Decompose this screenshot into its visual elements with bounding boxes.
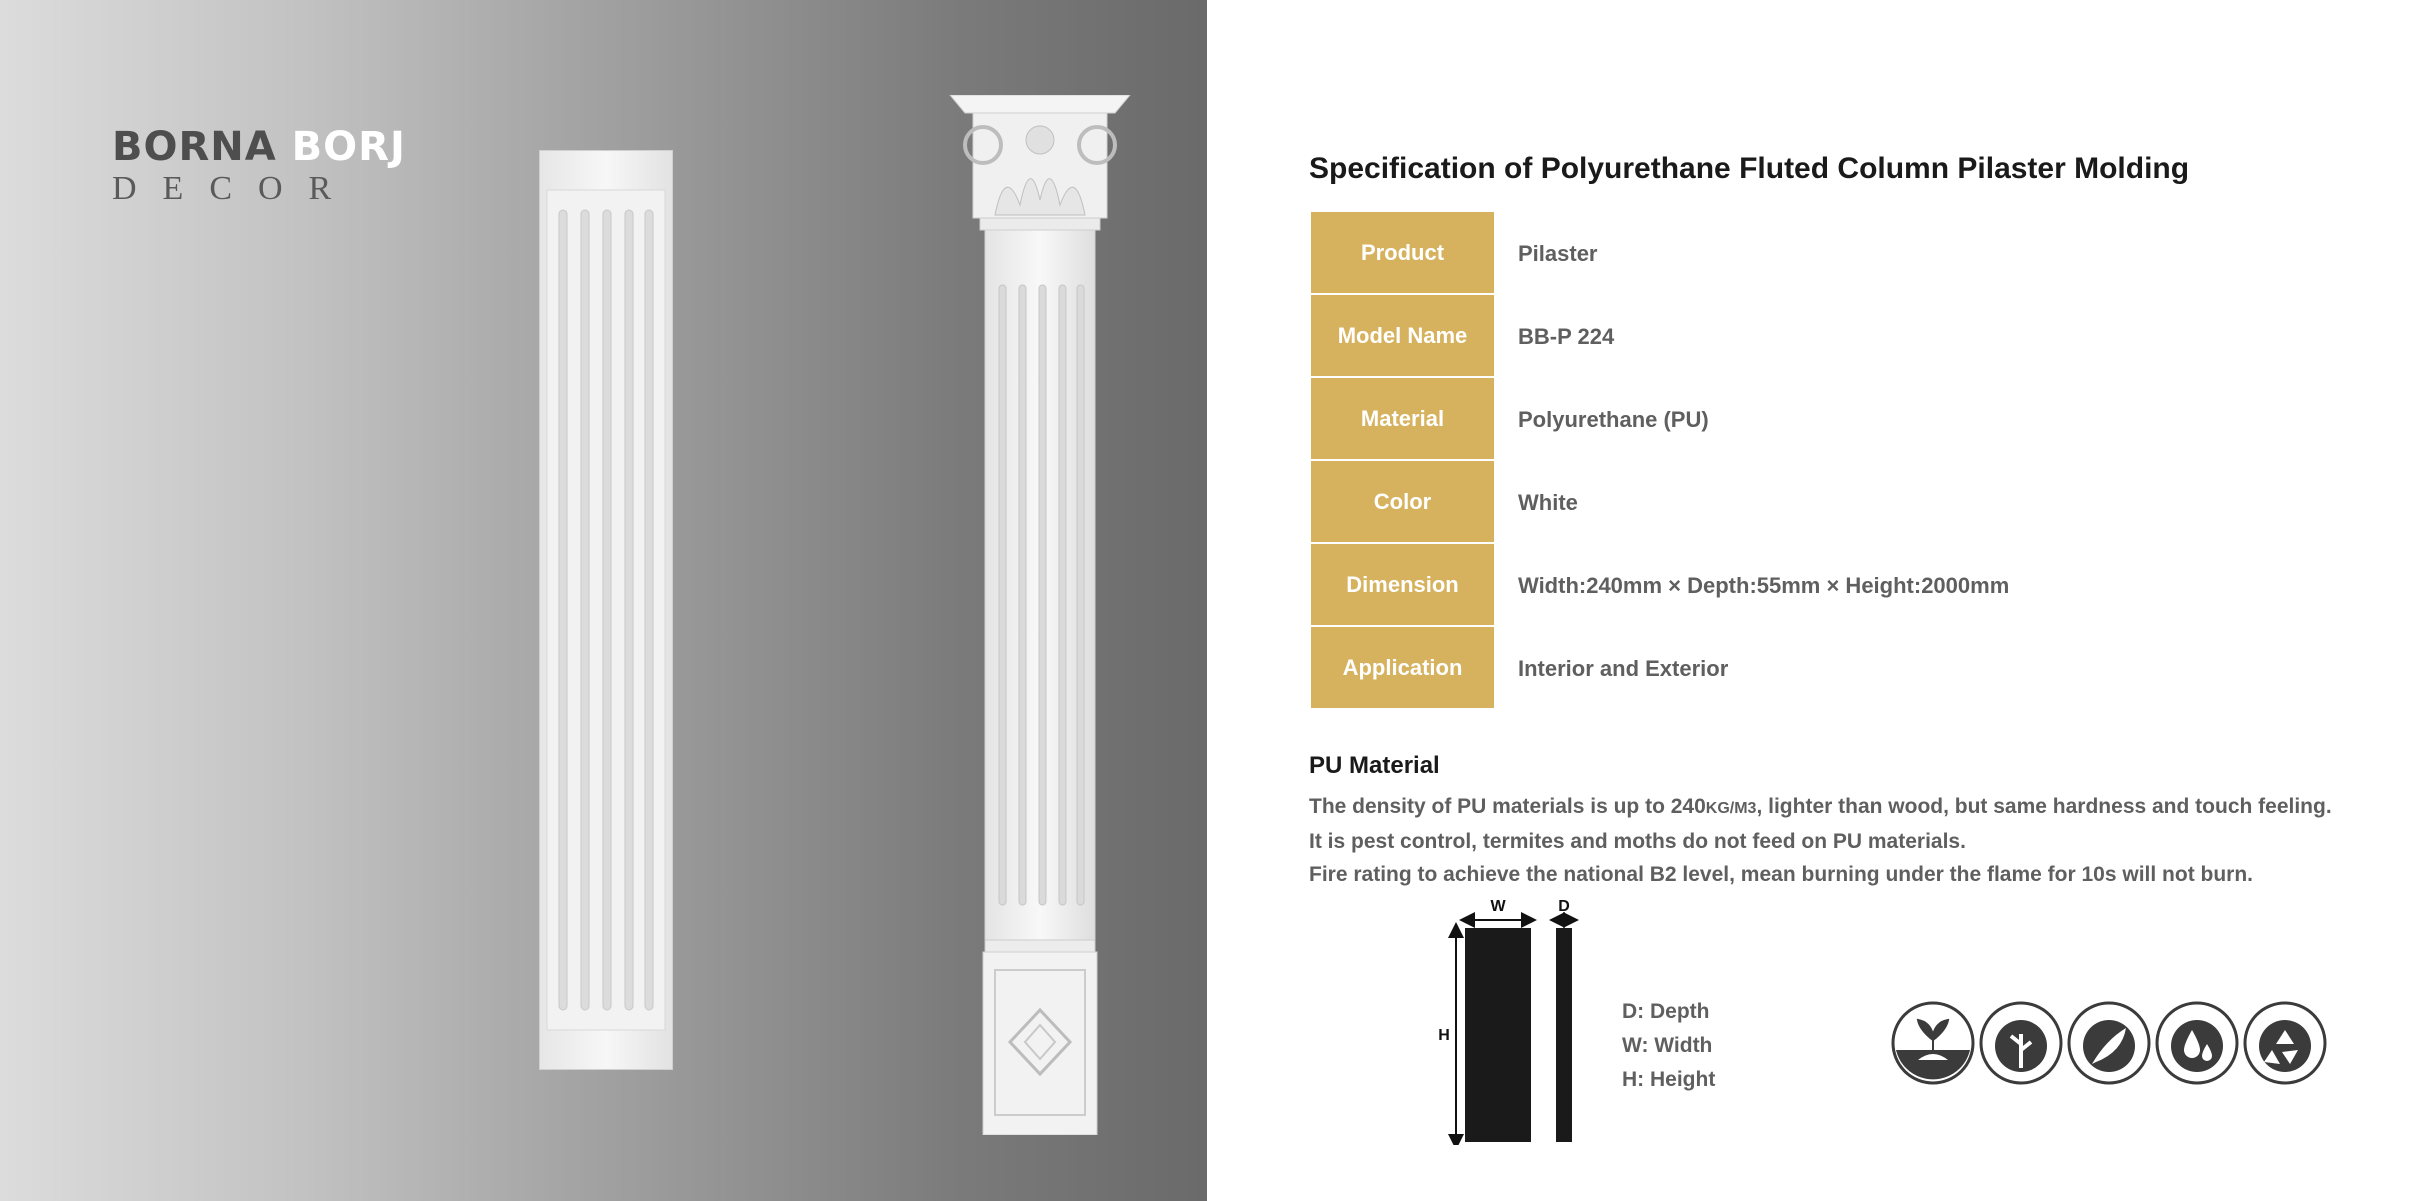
spec-row-product (1311, 212, 2211, 295)
spec-value: BB-P 224 (1518, 323, 1615, 349)
spec-row-model-name (1311, 295, 2211, 378)
depth-label: D (1558, 898, 1570, 915)
pu-line-fire: Fire rating to achieve the national B2 level, mean burning under the flame for 10s will not burn. (1309, 863, 2254, 886)
spec-row-color (1311, 461, 2211, 544)
spec-value: Interior and Exterior (1518, 655, 1729, 681)
pu-line-density-text: The density of PU materials is up to 240 (1309, 795, 1706, 818)
spec-row-application (1311, 627, 2211, 710)
cfc-free-icon (1978, 1000, 2064, 1086)
certification-badges (1890, 1000, 2330, 1086)
pu-line-pest: It is pest control, termites and moths do not feed on PU materials. (1309, 830, 1966, 853)
spec-row-material (1311, 378, 2211, 461)
legend-width: W: Width (1622, 1034, 1713, 1057)
spec-label: Model Name (1311, 295, 1494, 378)
pu-line-density-rest: , lighter than wood, but same hardness and touch feeling. (1756, 795, 2332, 818)
biodegradable-icon (2242, 1000, 2328, 1086)
brand-tagline: DECOR (112, 170, 358, 207)
hypoallergenic-icon (2066, 1000, 2152, 1086)
legend-height: H: Height (1622, 1068, 1716, 1091)
pu-material-description (1309, 790, 2409, 891)
spec-label: Material (1311, 378, 1494, 461)
formaldehyde-free-icon (1890, 1000, 1976, 1086)
spec-value: Polyurethane (PU) (1518, 406, 1709, 432)
spec-row-dimension (1311, 544, 2211, 627)
pu-material-heading: PU Material (1309, 752, 1440, 779)
spec-value: White (1518, 489, 1578, 515)
width-label: W (1490, 898, 1506, 915)
height-label: H (1438, 1027, 1450, 1044)
moisture-resistant-icon (2154, 1000, 2240, 1086)
spec-label: Dimension (1311, 544, 1494, 627)
capital-pilaster-image (945, 95, 1135, 1135)
product-photo-panel (0, 0, 1207, 1201)
spec-label: Application (1311, 627, 1494, 710)
density-unit: KG/M3 (1705, 800, 1757, 817)
dimension-legend (1622, 995, 1715, 1097)
spec-value: Pilaster (1518, 240, 1598, 266)
brand-logo (112, 124, 406, 207)
spec-title: Specification of Polyurethane Fluted Column Pilaster Molding (1309, 152, 2190, 185)
spec-value: Width:240mm × Depth:55mm × Height:2000mm (1518, 572, 2010, 598)
side-view-shape (1556, 928, 1572, 1142)
brand-name-part2: BORJ (291, 124, 406, 170)
spec-label: Product (1311, 212, 1494, 295)
spec-label: Color (1311, 461, 1494, 544)
spec-table (1311, 212, 2211, 710)
brand-name (112, 124, 406, 170)
legend-depth: D: Depth (1622, 1000, 1710, 1023)
dimension-diagram (1430, 895, 1590, 1145)
fluted-pilaster-image (539, 150, 673, 1070)
front-view-shape (1465, 928, 1531, 1142)
pu-line-density (1309, 790, 2409, 825)
brand-name-part1: BORNA (112, 124, 277, 170)
